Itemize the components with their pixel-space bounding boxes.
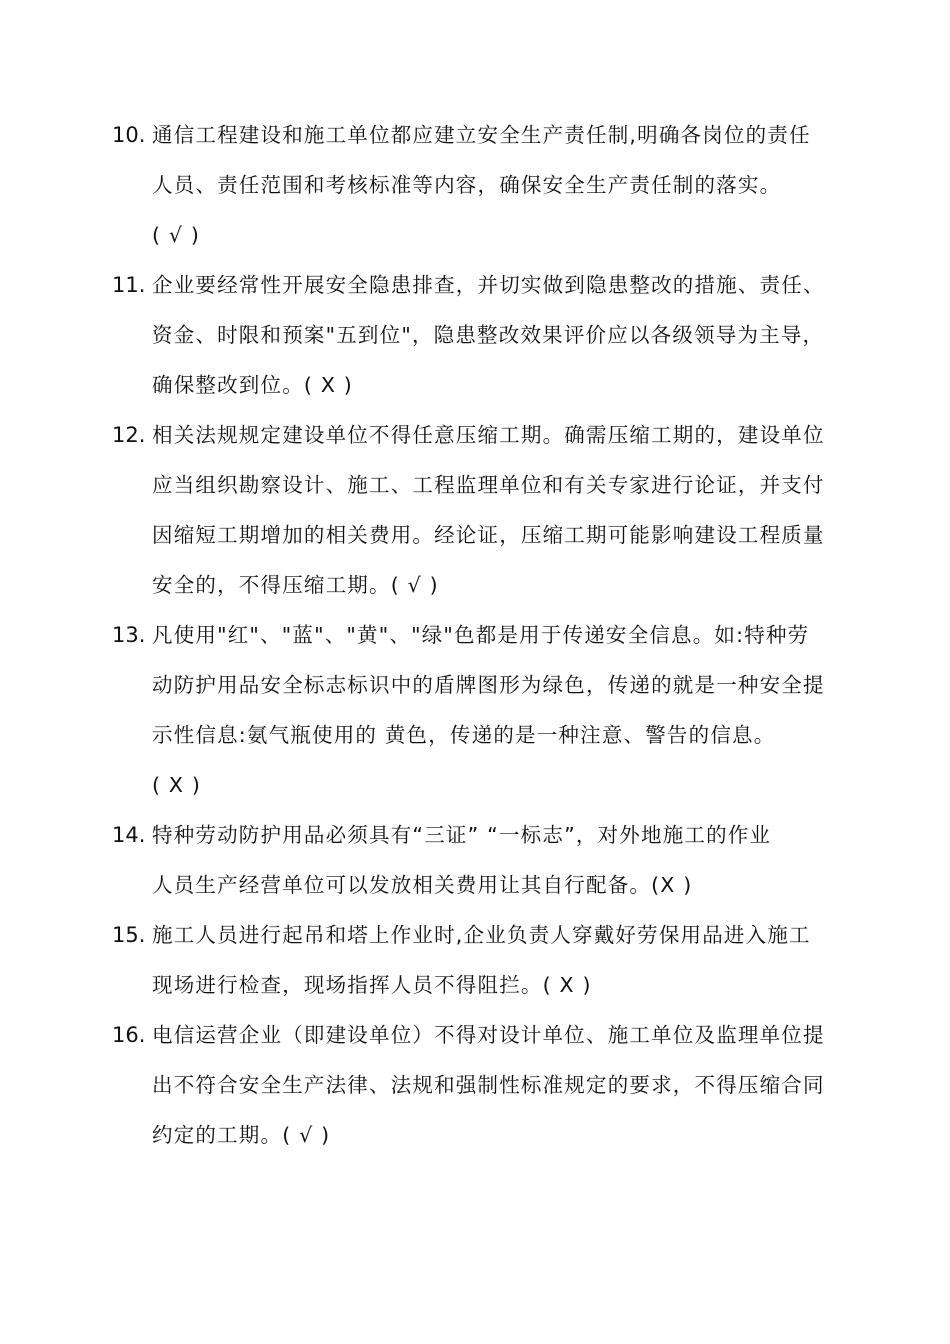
question-text-line: 确保整改到位。( X ) bbox=[152, 373, 353, 397]
question-text-line: 特种劳动防护用品必须具有“三证” “一标志”，对外地施工的作业 bbox=[152, 823, 772, 847]
question-text-line: 资金、时限和预案"五到位"，隐患整改效果评价应以各级领导为主导， bbox=[152, 323, 825, 347]
question-number: 15. bbox=[112, 923, 146, 947]
question-number: 16. bbox=[112, 1023, 146, 1047]
answer-mark: ( √ ) bbox=[152, 223, 201, 247]
question-text-line: 企业要经常性开展安全隐患排查，并切实做到隐患整改的措施、责任、 bbox=[152, 273, 825, 297]
question-text-line: 安全的，不得压缩工期。( √ ) bbox=[152, 573, 439, 597]
question-text-line: 动防护用品安全标志标识中的盾牌图形为绿色，传递的就是一种安全提 bbox=[152, 673, 825, 697]
question-text-line: 出不符合安全生产法律、法规和强制性标准规定的要求，不得压缩合同 bbox=[152, 1073, 825, 1097]
question-text-line: 人员生产经营单位可以发放相关费用让其自行配备。(X ) bbox=[152, 873, 693, 897]
question-text-line: 现场进行检查，现场指挥人员不得阻拦。( X ) bbox=[152, 973, 592, 997]
question-text-line: 因缩短工期增加的相关费用。经论证，压缩工期可能影响建设工程质量 bbox=[152, 523, 825, 547]
question-text-line: 人员、责任范围和考核标准等内容，确保安全生产责任制的落实。 bbox=[152, 173, 782, 197]
question-text-line: 应当组织勘察设计、施工、工程监理单位和有关专家进行论证，并支付 bbox=[152, 473, 825, 497]
question-number: 12. bbox=[112, 423, 146, 447]
question-text-line: 施工人员进行起吊和塔上作业时,企业负责人穿戴好劳保用品进入施工 bbox=[152, 923, 811, 947]
question-text-line: 相关法规规定建设单位不得任意压缩工期。确需压缩工期的，建设单位 bbox=[152, 423, 825, 447]
question-number: 14. bbox=[112, 823, 146, 847]
question-text-line: 电信运营企业（即建设单位）不得对设计单位、施工单位及监理单位提 bbox=[152, 1023, 825, 1047]
question-text-line: 约定的工期。( √ ) bbox=[152, 1123, 331, 1147]
answer-mark: ( X ) bbox=[152, 773, 202, 797]
question-number: 10. bbox=[112, 123, 146, 147]
question-text-line: 通信工程建设和施工单位都应建立安全生产责任制,明确各岗位的责任 bbox=[152, 123, 811, 147]
question-number: 13. bbox=[112, 623, 146, 647]
question-number: 11. bbox=[112, 273, 146, 297]
question-text-line: 凡使用"红"、"蓝"、"黄"、"绿"色都是用于传递安全信息。如:特种劳 bbox=[152, 623, 810, 647]
question-text-line: 示性信息:氨气瓶使用的 黄色，传递的是一种注意、警告的信息。 bbox=[152, 723, 776, 747]
